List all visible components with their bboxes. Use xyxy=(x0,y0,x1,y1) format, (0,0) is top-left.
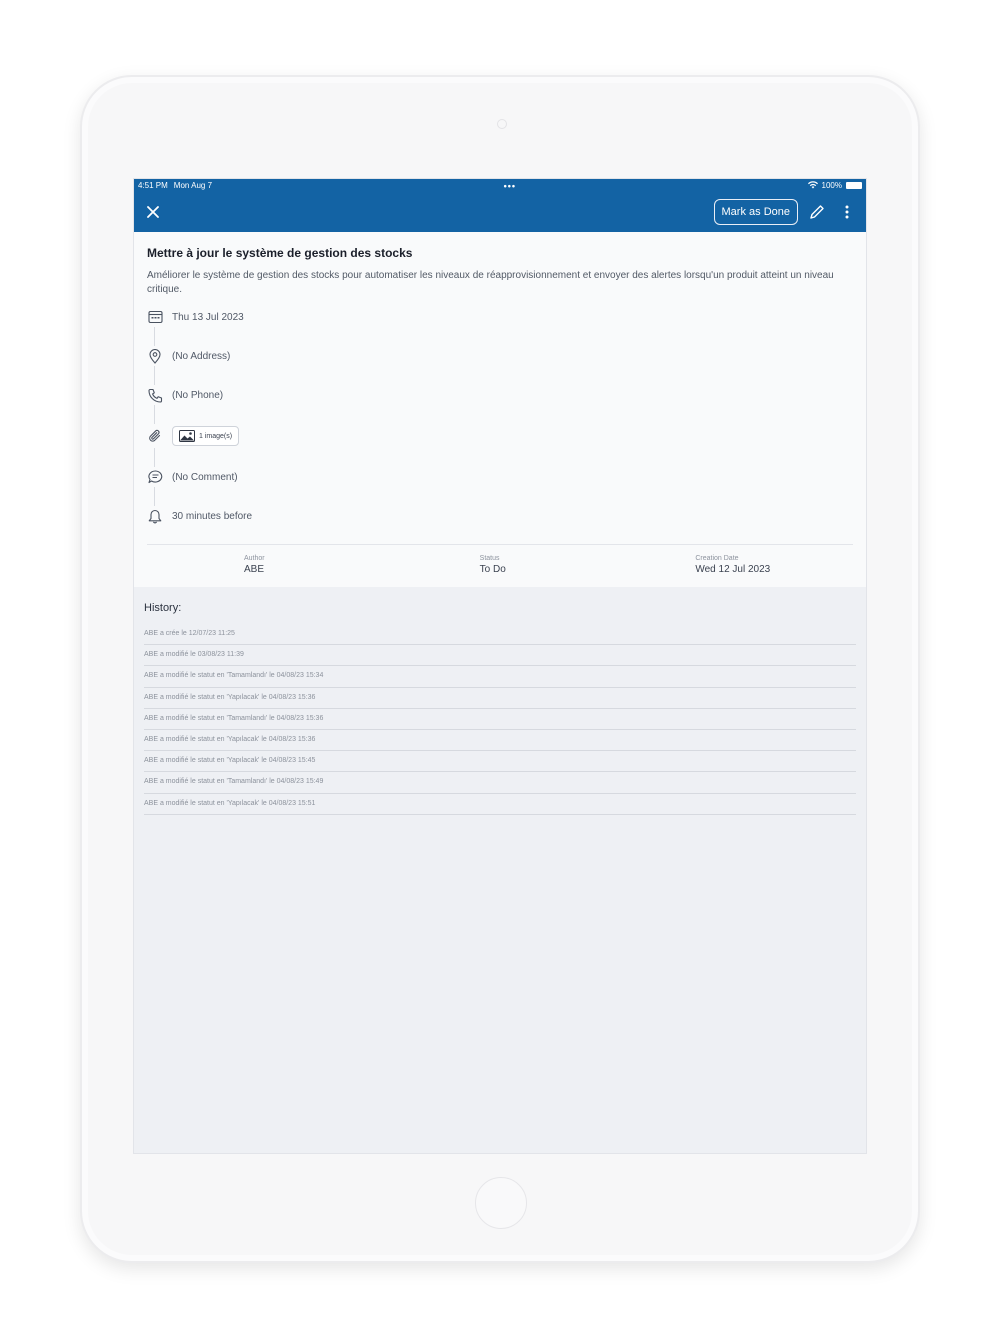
history-item: ABE a crée le 12/07/23 11:25 xyxy=(144,624,856,645)
paperclip-icon xyxy=(147,428,163,444)
battery-percent: 100% xyxy=(821,181,842,190)
connector-line xyxy=(154,448,155,467)
connector-line xyxy=(154,405,155,424)
comment-row[interactable] xyxy=(147,467,853,487)
comment-icon xyxy=(147,469,163,485)
author-value: ABE xyxy=(244,564,265,575)
home-button[interactable] xyxy=(475,1177,527,1229)
reminder-row[interactable] xyxy=(147,506,853,526)
mark-as-done-button[interactable]: Mark as Done xyxy=(714,199,798,225)
calendar-icon xyxy=(147,309,163,325)
divider xyxy=(147,544,853,545)
history-item: ABE a modifié le statut en 'Yapılacak' le 04/08/23 15:36 xyxy=(144,688,856,709)
task-phone: (No Phone) xyxy=(172,389,224,401)
task-reminder: 30 minutes before xyxy=(172,510,253,522)
status-value: To Do xyxy=(479,564,506,575)
task-meta xyxy=(147,555,853,575)
connector-line xyxy=(154,487,155,506)
status-label: Status xyxy=(479,555,500,562)
wifi-icon xyxy=(808,181,818,191)
task-comment: (No Comment) xyxy=(172,471,238,483)
bell-icon xyxy=(147,508,163,524)
history-title: History: xyxy=(144,602,182,614)
phone-icon xyxy=(147,387,163,403)
battery-icon xyxy=(846,182,862,189)
status-bar xyxy=(134,179,866,192)
screen xyxy=(133,178,867,1154)
connector-line xyxy=(154,366,155,385)
location-pin-icon xyxy=(147,348,163,364)
attachment-label: 1 image(s) xyxy=(199,432,233,440)
task-description: Améliorer le système de gestion des stocks pour automatiser les niveaux de réapprovisionnement et envoyer des alertes lorsqu'un produit atteint un niveau critique. xyxy=(147,270,834,295)
address-row[interactable] xyxy=(147,346,853,366)
camera-icon xyxy=(497,119,507,129)
history-item: ABE a modifié le statut en 'Tamamlandı' le 04/08/23 15:49 xyxy=(144,772,856,793)
creation-date-field xyxy=(637,555,853,575)
date-row xyxy=(147,307,853,327)
history-item: ABE a modifié le statut en 'Yapılacak' le 04/08/23 15:36 xyxy=(144,730,856,751)
status-field xyxy=(402,555,638,575)
author-field xyxy=(147,555,402,575)
image-attachment-chip[interactable] xyxy=(172,426,239,446)
edit-button[interactable] xyxy=(806,201,828,223)
creation-date-label: Creation Date xyxy=(695,555,739,562)
connector-line xyxy=(154,327,155,346)
more-options-button[interactable] xyxy=(836,201,858,223)
more-vertical-icon xyxy=(845,205,849,219)
history-section xyxy=(134,587,866,815)
status-time: 4:51 PM xyxy=(138,181,168,190)
task-details xyxy=(134,232,866,587)
history-item: ABE a modifié le statut en 'Tamamlandı' le 04/08/23 15:34 xyxy=(144,666,856,687)
status-date: Mon Aug 7 xyxy=(173,181,213,190)
history-item: ABE a modifié le statut en 'Tamamlandı' le 04/08/23 15:36 xyxy=(144,709,856,730)
task-title: Mettre à jour le système de gestion des stocks xyxy=(147,246,413,260)
app-bar xyxy=(134,192,866,232)
task-address: (No Address) xyxy=(172,350,231,362)
task-date: Thu 13 Jul 2023 xyxy=(172,311,244,323)
phone-row[interactable] xyxy=(147,385,853,405)
close-icon xyxy=(147,206,159,218)
image-icon xyxy=(179,430,195,442)
history-list xyxy=(144,624,856,815)
history-item: ABE a modifié le statut en 'Yapılacak' le 04/08/23 15:45 xyxy=(144,751,856,772)
history-item: ABE a modifié le 03/08/23 11:39 xyxy=(144,645,856,666)
multitask-dots-icon: ••• xyxy=(503,180,517,191)
pencil-icon xyxy=(809,204,825,220)
history-item: ABE a modifié le statut en 'Yapılacak' le 04/08/23 15:51 xyxy=(144,794,856,815)
author-label: Author xyxy=(244,555,265,562)
task-info-list xyxy=(147,307,853,526)
close-button[interactable] xyxy=(144,203,162,221)
creation-date-value: Wed 12 Jul 2023 xyxy=(695,564,771,575)
attachment-row xyxy=(147,424,853,448)
